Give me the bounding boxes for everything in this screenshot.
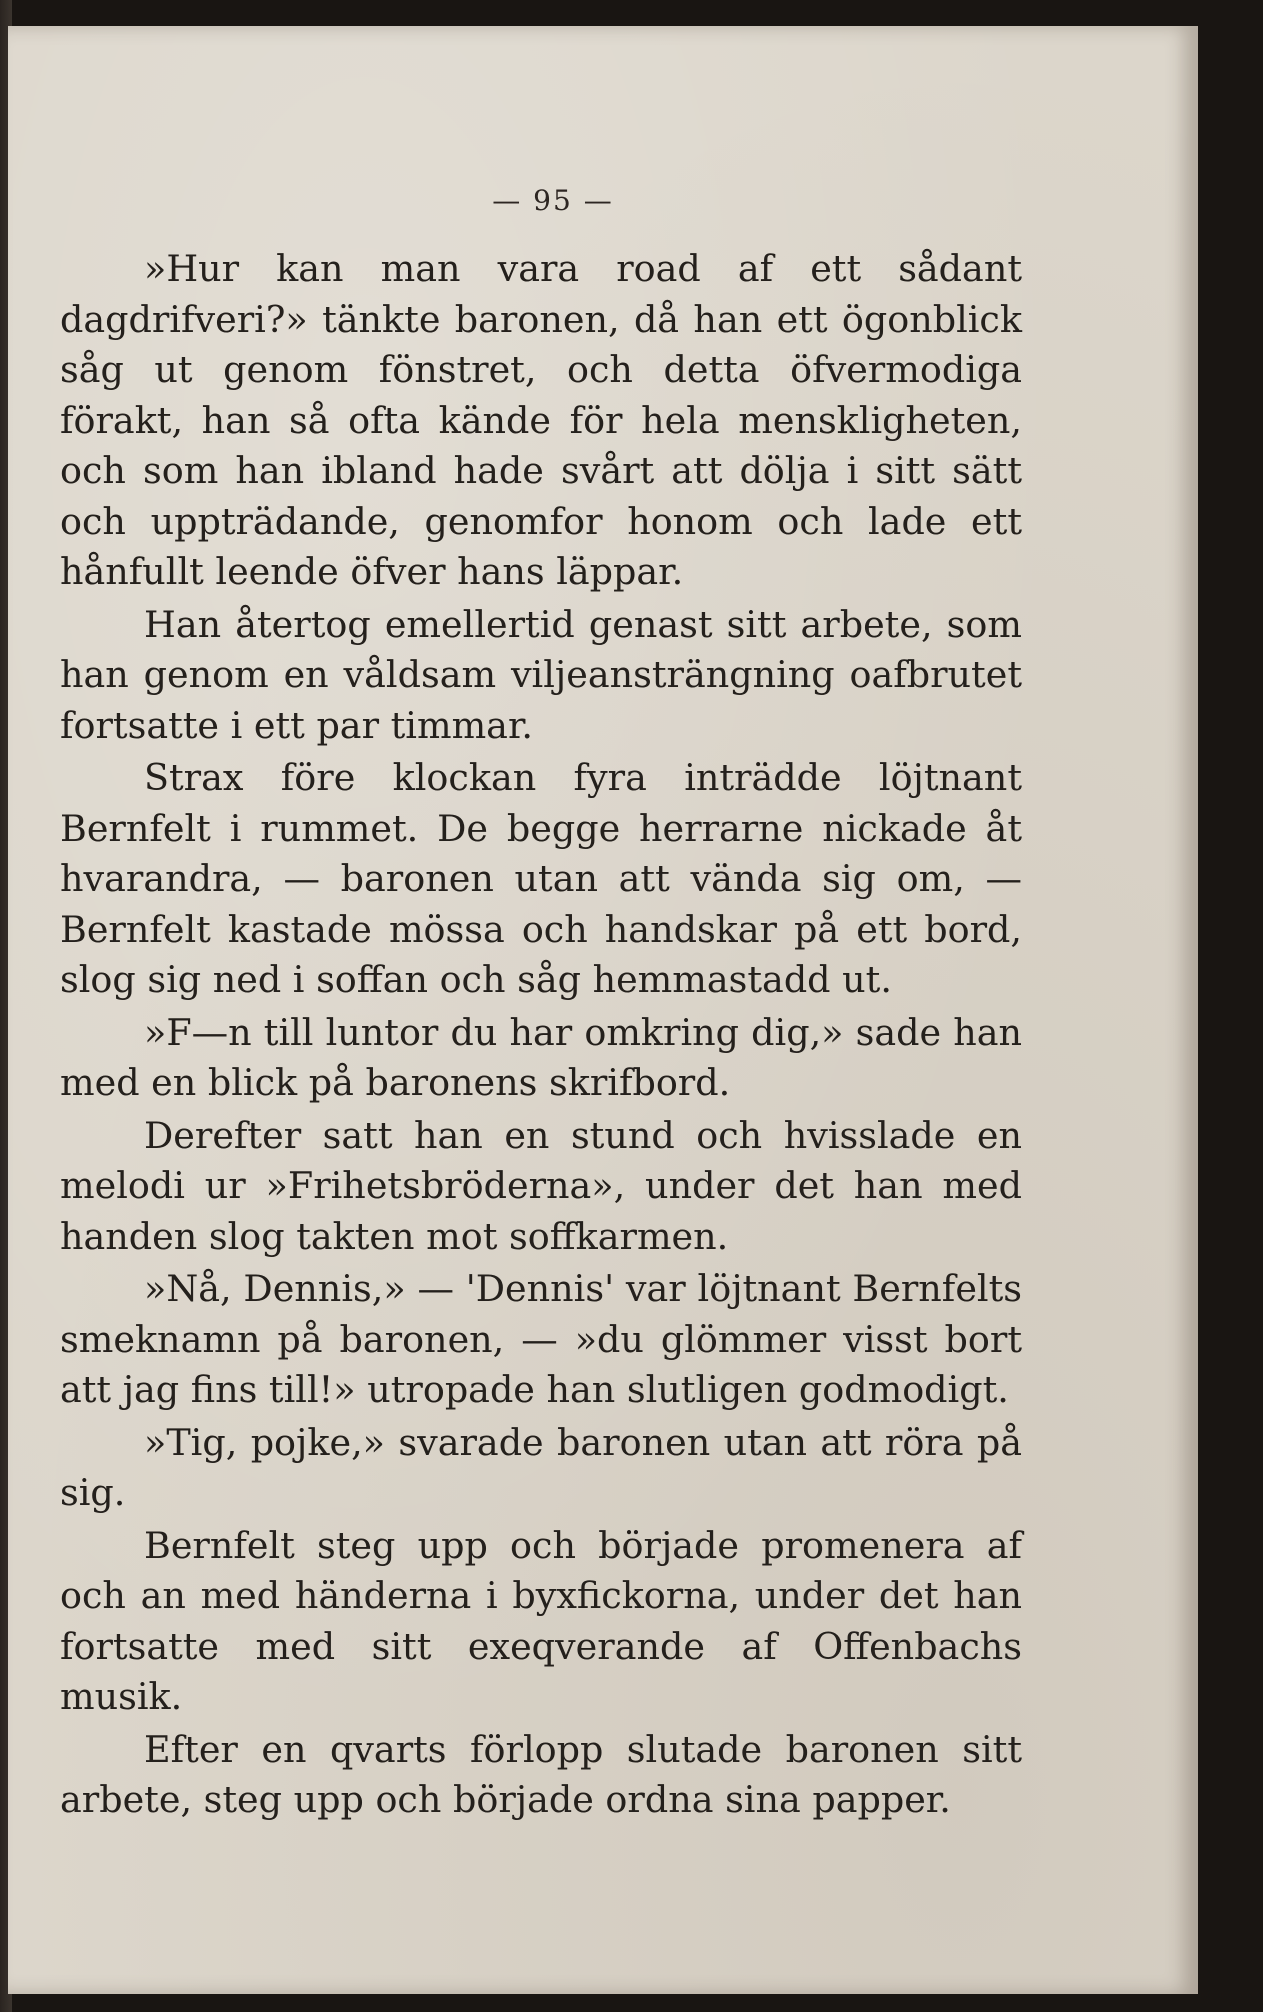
paragraph: Strax före klockan fyra inträdde löjtnant Bernfelt i rummet. De begge herrarne nickade åt hvarandra, — baronen utan att vända sig om, — Bernfelt kastade mössa och handskar på ett bord, slog sig ned i soffan och såg hemmastadd ut. <box>60 756 1022 1001</box>
book-page <box>8 26 1198 1994</box>
body-text <box>60 244 1022 1826</box>
page-number: — 95 — <box>492 184 614 217</box>
paragraph: »Hur kan man vara road af ett sådant dagdrifveri?» tänkte baronen, då han ett ögonblick såg ut genom fönstret, och detta öfvermodiga förakt, han så ofta kände för hela menskligheten, och som han ibland hade svårt att dölja i sitt sätt och uppträdande, genomfor honom och lade ett hånfullt leende öfver hans läppar. <box>60 247 1022 593</box>
paragraph: »Nå, Dennis,» — 'Dennis' var löjtnant Bernfelts smeknamn på baronen, — »du glömmer visst bort att jag fins till!» utropade han slutligen godmodigt. <box>60 1267 1022 1411</box>
paragraph: Derefter satt han en stund och hvisslade en melodi ur »Frihetsbröderna», under det han med handen slog takten mot soffkarmen. <box>60 1113 1022 1258</box>
paragraph: »F—n till luntor du har omkring dig,» sade han med en blick på baronens skrifbord. <box>60 1010 1022 1104</box>
paragraph: »Tig, pojke,» svarade baronen utan att röra på sig. <box>60 1420 1022 1514</box>
paragraph: Efter en qvarts förlopp slutade baronen sitt arbete, steg upp och började ordna sina papper. <box>60 1727 1022 1821</box>
paragraph: Bernfelt steg upp och började promenera af och an med händerna i byxfickorna, under det han fortsatte med sitt exeqverande af Offenbachs musik. <box>60 1523 1022 1718</box>
paragraph: Han återtog emellertid genast sitt arbete, som han genom en våldsam viljeansträngning oafbrutet fortsatte i ett par timmar. <box>60 602 1022 747</box>
